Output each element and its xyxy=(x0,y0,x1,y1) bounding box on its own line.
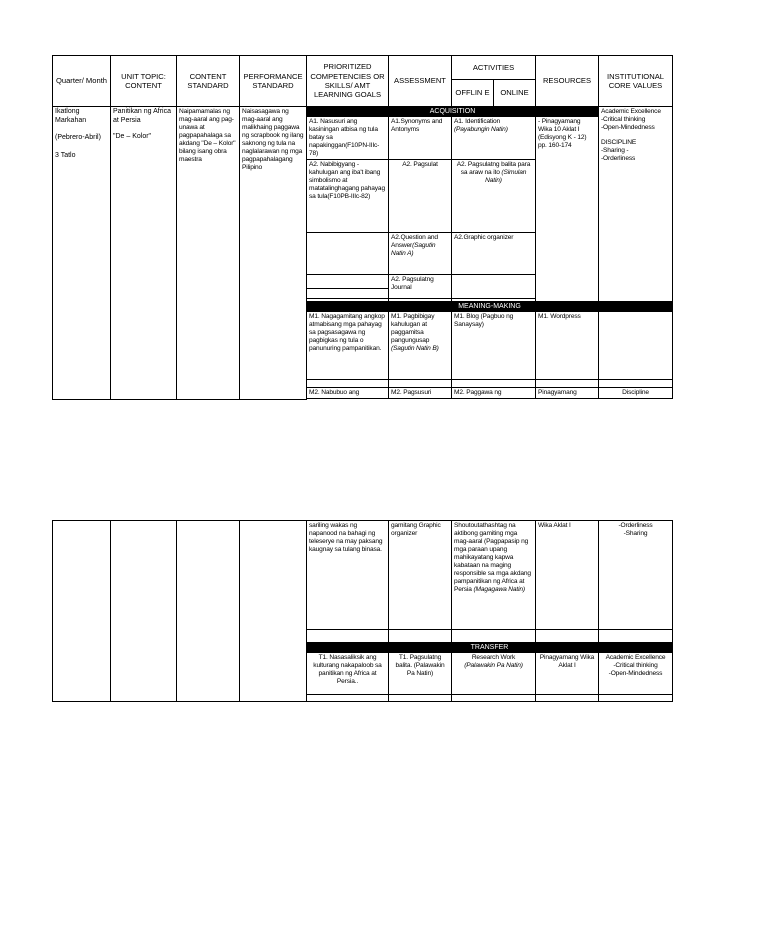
t1-offline-main: Research Work xyxy=(471,654,516,661)
header-online: ONLINE xyxy=(494,80,536,107)
blank-cell xyxy=(599,380,673,388)
performance-standard-cell: Naisasagawa ng mag-aaral ang malikhaing paggawa ng scrapbook ng ilang saknong ng tula na naglalarawan ng mga pagpapahalagang Pilipino xyxy=(240,107,307,400)
header-competencies: PRIORITIZED COMPETENCIES OR SKILLS/ AMT LEARNING GOALS xyxy=(307,56,389,107)
a2-offline-main: A2. Pagsulatng balita para sa araw na ito xyxy=(456,161,531,177)
m2-competency: sariling wakas ng napanood na bahagi ng teleserye na may paksang kaugnay sa tulang binasa. xyxy=(307,521,389,630)
quarter-cell xyxy=(53,107,111,400)
core-value: -Open-Mindedness xyxy=(608,670,663,678)
quarter-line: Ikatlong Markahan xyxy=(55,108,87,124)
m1-assessment-main: M1. Pagbibigay kahulugan at paggamitsa pangungusap xyxy=(391,313,435,345)
m1-offline-activity: M1. Blog (Pagbuo ng Sanaysay) xyxy=(452,312,536,380)
m2-assessment: gamitang Graphic organizer xyxy=(389,521,452,630)
a2-question-tag: (Sagutin Natin A) xyxy=(391,242,436,258)
a2-graphic-organizer: A2.Graphic organizer xyxy=(452,233,536,275)
blank-cell xyxy=(307,630,389,643)
m2-offline-start: M2. Paggawa ng xyxy=(452,388,536,399)
a2-question-answer xyxy=(389,233,452,275)
a2-offline-activity xyxy=(452,160,536,233)
blank-cell xyxy=(307,695,389,702)
blank-cell xyxy=(452,275,536,299)
blank-cell xyxy=(452,695,536,702)
unit-topic-line: "De – Kolor" xyxy=(113,133,152,141)
blank-cell xyxy=(240,521,307,702)
blank-cell xyxy=(177,521,240,702)
t1-core-values xyxy=(599,653,673,695)
unit-topic-line: Panitikan ng Africa at Persia xyxy=(113,108,171,124)
a1-offline-activity xyxy=(452,117,536,160)
a1-assessment: A1.Synonyms and Antonyms xyxy=(389,117,452,160)
core-value: Academic Excellence xyxy=(605,654,666,661)
blank-cell xyxy=(53,521,111,702)
core-value: DISCIPLINE xyxy=(601,139,637,147)
t1-offline-activity xyxy=(452,653,536,695)
m2-offline-activity xyxy=(452,521,536,630)
curriculum-map-page1 xyxy=(52,55,673,400)
blank-cell xyxy=(599,695,673,702)
header-activities: ACTIVITIES xyxy=(452,56,536,80)
curriculum-map-page2 xyxy=(52,520,673,702)
t1-competency: T1. Nasasaliksik ang kulturang nakapaloob sa panitikan ng Africa at Persia.. xyxy=(307,653,389,695)
a1-competency: A1. Nasusuri ang kasiningan atbisa ng tula batay sa napakinggan(F10PN-IIIc-78) xyxy=(307,117,389,160)
core-value: -Orderliness xyxy=(618,522,653,529)
header-core-values: INSTITUTIONAL CORE VALUES xyxy=(599,56,673,107)
m1-assessment-tag: (Sagutin Natin B) xyxy=(391,345,439,353)
a2-competency: A2. Nabibigyang - kahulugan ang iba't ibang simbolismo at matatalinghagang pahayag sa tula(F10PB-IIIc-82) xyxy=(307,160,389,233)
blank-cell xyxy=(536,380,599,388)
core-value: -Sharing xyxy=(623,530,648,538)
core-value: -Open-Mindedness xyxy=(601,124,655,132)
blank-cell xyxy=(389,380,452,388)
blank-cell xyxy=(389,695,452,702)
core-value: -Critical thinking xyxy=(601,116,646,124)
blank-cell xyxy=(307,275,389,289)
header-quarter: Quarter/ Month xyxy=(53,56,111,107)
header-resources: RESOURCES xyxy=(536,56,599,107)
unit-topic-cell xyxy=(111,107,177,400)
m2-offline-tag: (Magagawa Natin) xyxy=(473,586,525,594)
core-value: -Sharing - xyxy=(601,147,629,155)
header-content-standard: CONTENT STANDARD xyxy=(177,56,240,107)
a2-assessment: A2. Pagsulat xyxy=(389,160,452,233)
core-values-cell xyxy=(599,107,673,302)
t1-resources: Pinagyamang Wika Aklat I xyxy=(536,653,599,695)
blank-cell xyxy=(307,289,389,299)
band-transfer: TRANSFER xyxy=(307,643,673,653)
header-assessment: ASSESSMENT xyxy=(389,56,452,107)
m1-assessment xyxy=(389,312,452,380)
m2-resources-start: Pinagyamang xyxy=(536,388,599,399)
a1-offline-main: A1. Identification xyxy=(454,118,501,125)
core-value: Academic Excellence xyxy=(601,108,661,115)
core-value: -Critical thinking xyxy=(613,662,658,670)
m2-competency-start: M2. Nabubuo ang xyxy=(307,388,389,399)
content-standard-cell: Naipamamalas ng mag-aaral ang pag-unawa at pagpapahalaga sa akdang "De – Kolor" bilang isang obra maestra xyxy=(177,107,240,400)
blank-cell xyxy=(452,380,536,388)
a1-offline-tag: (Payabungin Natin) xyxy=(454,126,508,134)
m1-competency: M1. Nagagamitang angkop atmabisang mga pahayag sa pagsasagawa ng pagbigkas ng tula o panunuring pampanitikan. xyxy=(307,312,389,380)
quarter-line: (Pebrero-Abril) xyxy=(55,134,101,142)
m2-core-values xyxy=(599,521,673,630)
header-performance-standard: PERFORMANCE STANDARD xyxy=(240,56,307,107)
header-unit-topic: UNIT TOPIC: CONTENT xyxy=(111,56,177,107)
a2-question-main: A2.Question and Answer xyxy=(391,234,438,250)
blank-cell xyxy=(536,695,599,702)
band-meaning-making: MEANING-MAKING xyxy=(307,302,673,312)
quarter-line: 3 Tatlo xyxy=(55,151,76,159)
a2-offline-tag: (Simulan Natin) xyxy=(485,169,527,185)
blank-cell xyxy=(307,233,389,275)
a2-journal: A2. Pagsulatng Journal xyxy=(389,275,452,299)
blank-cell xyxy=(111,521,177,702)
core-value: -Orderliness xyxy=(601,155,636,163)
m2-offline-main: Shoutoutathashtag na aktibong gamiting mga mag-aaral (Pagpapasip ng mga paraan upang mahikayatang kapwa kabataan na maging responsible sa mga akdang pampanitikan ng Africa at Persia xyxy=(454,522,531,594)
blank-cell xyxy=(389,630,452,643)
m1-resources: M1. Wordpress xyxy=(536,312,599,380)
blank-cell xyxy=(307,380,389,388)
blank-cell xyxy=(599,630,673,643)
m2-assessment-start: M2. Pagsusuri xyxy=(389,388,452,399)
m2-resources: Wika Aklat I xyxy=(536,521,599,630)
m2-core-values-start: Discipline xyxy=(599,388,673,399)
blank-cell xyxy=(599,312,673,380)
header-offline: OFFLIN E xyxy=(452,80,494,107)
band-acquisition: ACQUISITION xyxy=(307,107,599,117)
blank-cell xyxy=(452,630,536,643)
t1-offline-tag: (Palawakin Pa Natin) xyxy=(464,662,523,670)
blank-cell xyxy=(536,630,599,643)
t1-assessment: T1. Pagsulatng balita. (Palawakin Pa Natin) xyxy=(389,653,452,695)
acquisition-resources: - Pinagyamang Wika 10 Aklat I (Edisyong K - 12) pp. 160-174 xyxy=(536,117,599,302)
